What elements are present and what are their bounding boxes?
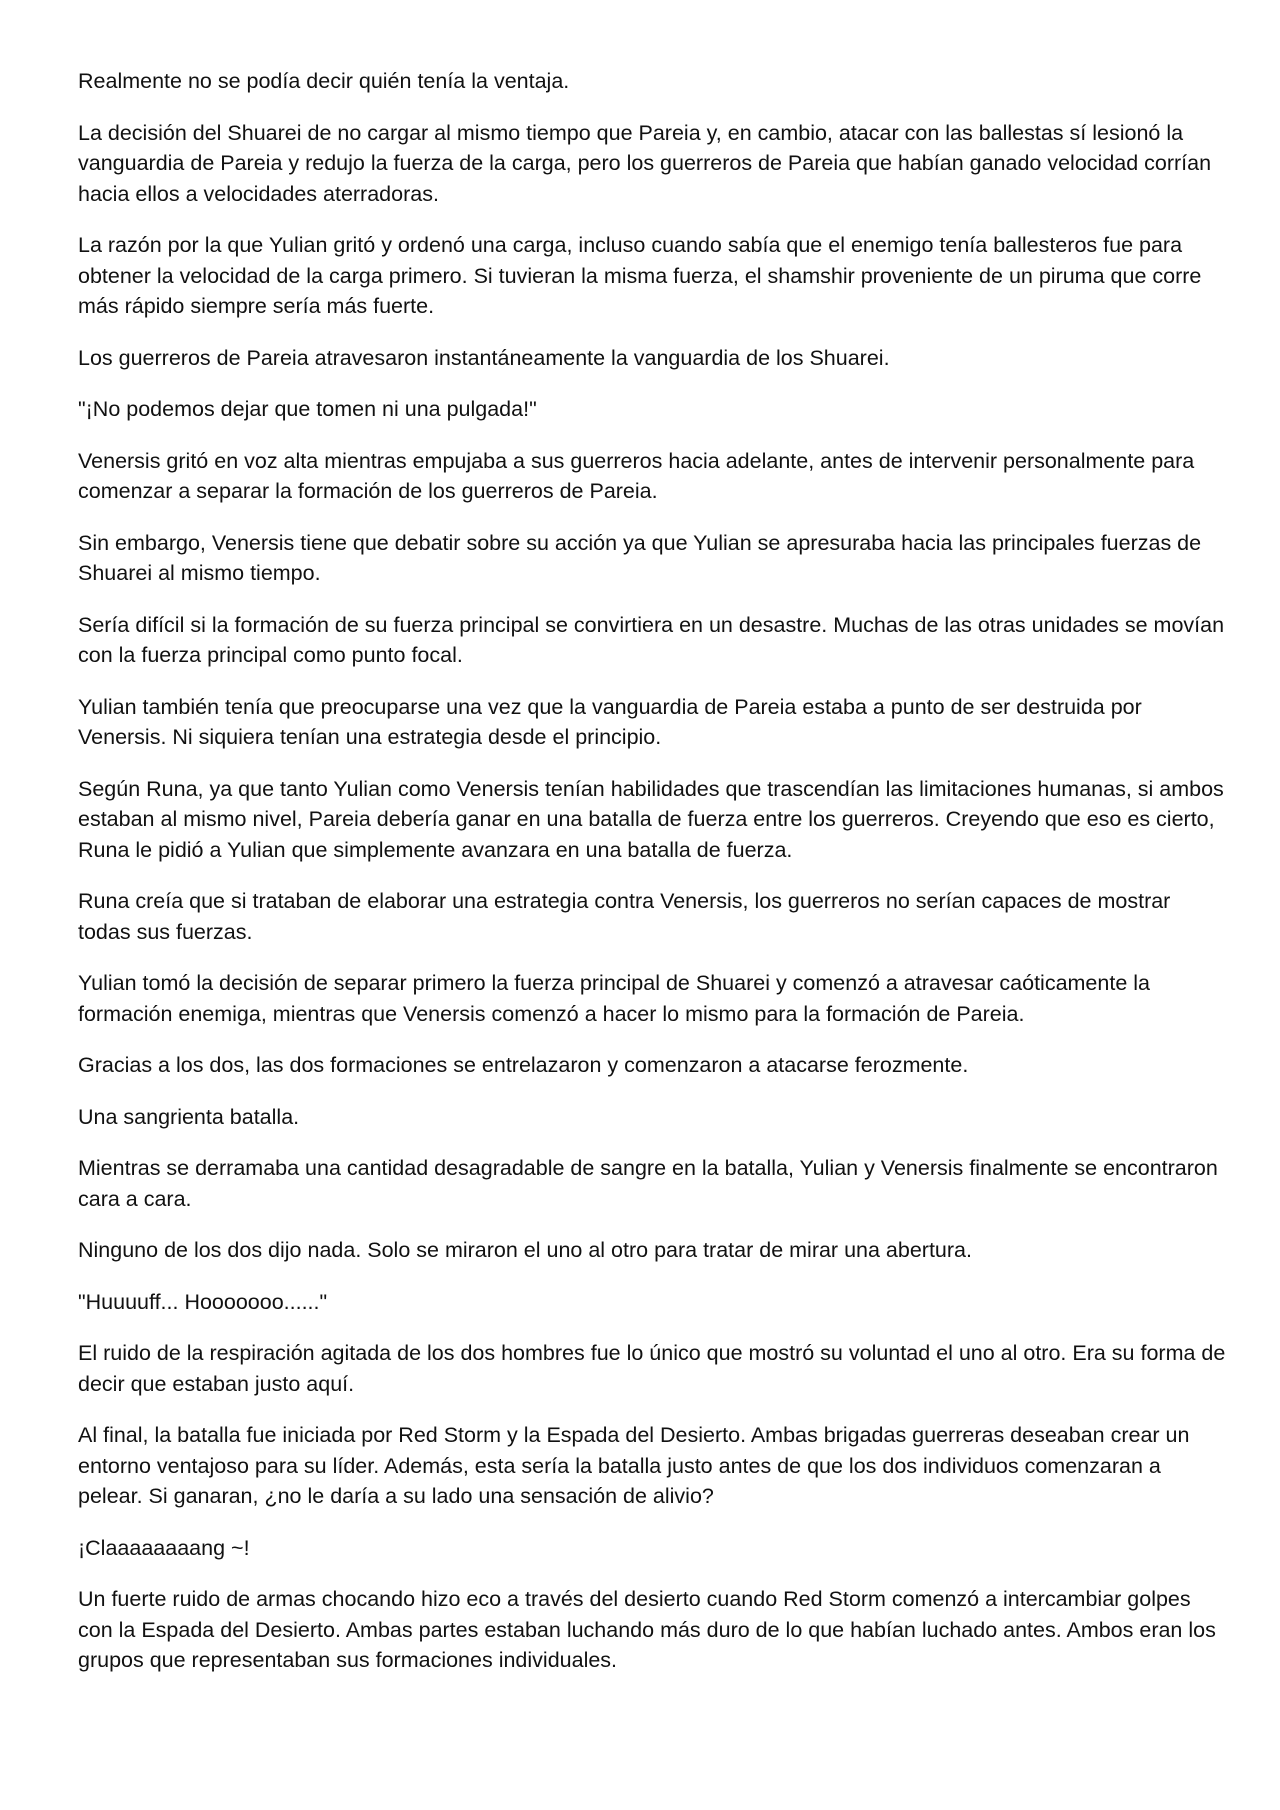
paragraph: El ruido de la respiración agitada de los dos hombres fue lo único que mostró su voluntad el uno al otro. Era su forma de decir que estaban justo aquí. — [78, 1341, 1226, 1396]
paragraph: Mientras se derramaba una cantidad desagradable de sangre en la batalla, Yulian y Venersis finalmente se encontraron cara a cara. — [78, 1156, 1218, 1211]
paragraph: Gracias a los dos, las dos formaciones se entrelazaron y comenzaron a atacarse ferozmente. — [78, 1053, 969, 1077]
paragraph: Sin embargo, Venersis tiene que debatir sobre su acción ya que Yulian se apresuraba hacia las principales fuerzas de Shuarei al mismo tiempo. — [78, 530, 1202, 585]
paragraph: Venersis gritó en voz alta mientras empujaba a sus guerreros hacia adelante, antes de intervenir personalmente para comenzar a separar la formación de los guerreros de Pareia. — [78, 448, 1195, 503]
paragraph: Una sangrienta batalla. — [78, 1104, 300, 1129]
paragraph: Yulian también tenía que preocuparse una vez que la vanguardia de Pareia estaba a punto de ser destruida por Venersis. Ni siquiera tenían una estrategia desde el principio. — [78, 694, 1142, 749]
paragraph: Ninguno de los dos dijo nada. Solo se miraron el uno al otro para tratar de mirar una abertura. — [78, 1238, 972, 1262]
document-page — [78, 66, 1228, 1697]
paragraph: Realmente no se podía decir quién tenía la ventaja. — [78, 69, 570, 93]
paragraph: La razón por la que Yulian gritó y ordenó una carga, incluso cuando sabía que el enemigo tenía ballesteros fue para obtener la velocidad de la carga primero. Si tuvieran la misma fuerza, el shamshir proveniente de un piruma que corre más rápido siempre sería más fuerte. — [78, 233, 1202, 318]
paragraph: Runa creía que si trataban de elaborar una estrategia contra Venersis, los guerreros no serían capaces de mostrar todas sus fuerzas. — [78, 889, 1171, 944]
paragraph: ¡Claaaaaaaang ~! — [78, 1535, 250, 1560]
paragraph: La decisión del Shuarei de no cargar al mismo tiempo que Pareia y, en cambio, atacar con las ballestas sí lesionó la vanguardia de Pareia y redujo la fuerza de la carga, pero los guerreros de Pareia que habían ganado velocidad corrían hacia ellos a velocidades aterradoras. — [78, 120, 1212, 206]
paragraph: Un fuerte ruido de armas chocando hizo eco a través del desierto cuando Red Storm comenzó a intercambiar golpes con la Espada del Desierto. Ambas partes estaban luchando más duro de lo que habían luchado antes. Ambos eran los grupos que representaban sus formaciones individuales. — [78, 1587, 1216, 1672]
paragraph: "Huuuuff... Hooooooo......" — [78, 1289, 328, 1314]
paragraph: Yulian tomó la decisión de separar primero la fuerza principal de Shuarei y comenzó a atravesar caóticamente la formación enemiga, mientras que Venersis comenzó a hacer lo mismo para la formación de Pareia. — [78, 971, 1150, 1026]
paragraph: Los guerreros de Pareia atravesaron instantáneamente la vanguardia de los Shuarei. — [78, 345, 890, 370]
paragraph: Sería difícil si la formación de su fuerza principal se convirtiera en un desastre. Muchas de las otras unidades se movían con la fuerza principal como punto focal. — [78, 612, 1225, 667]
paragraph: Según Runa, ya que tanto Yulian como Venersis tenían habilidades que trascendían las limitaciones humanas, si ambos estaban al mismo nivel, Pareia debería ganar en una batalla de fuerza entre los guerreros. Creyendo que eso es cierto, Runa le pidió a Yulian que simplemente avanzara en una batalla de fuerza. — [78, 776, 1224, 862]
paragraph: "¡No podemos dejar que tomen ni una pulgada!" — [78, 397, 537, 421]
paragraph: Al final, la batalla fue iniciada por Red Storm y la Espada del Desierto. Ambas brigadas guerreras deseaban crear un entorno ventajoso para su líder. Además, esta sería la batalla justo antes de que los dos individuos comenzaran a pelear. Si ganaran, ¿no le daría a su lado una sensación de alivio? — [78, 1423, 1190, 1508]
